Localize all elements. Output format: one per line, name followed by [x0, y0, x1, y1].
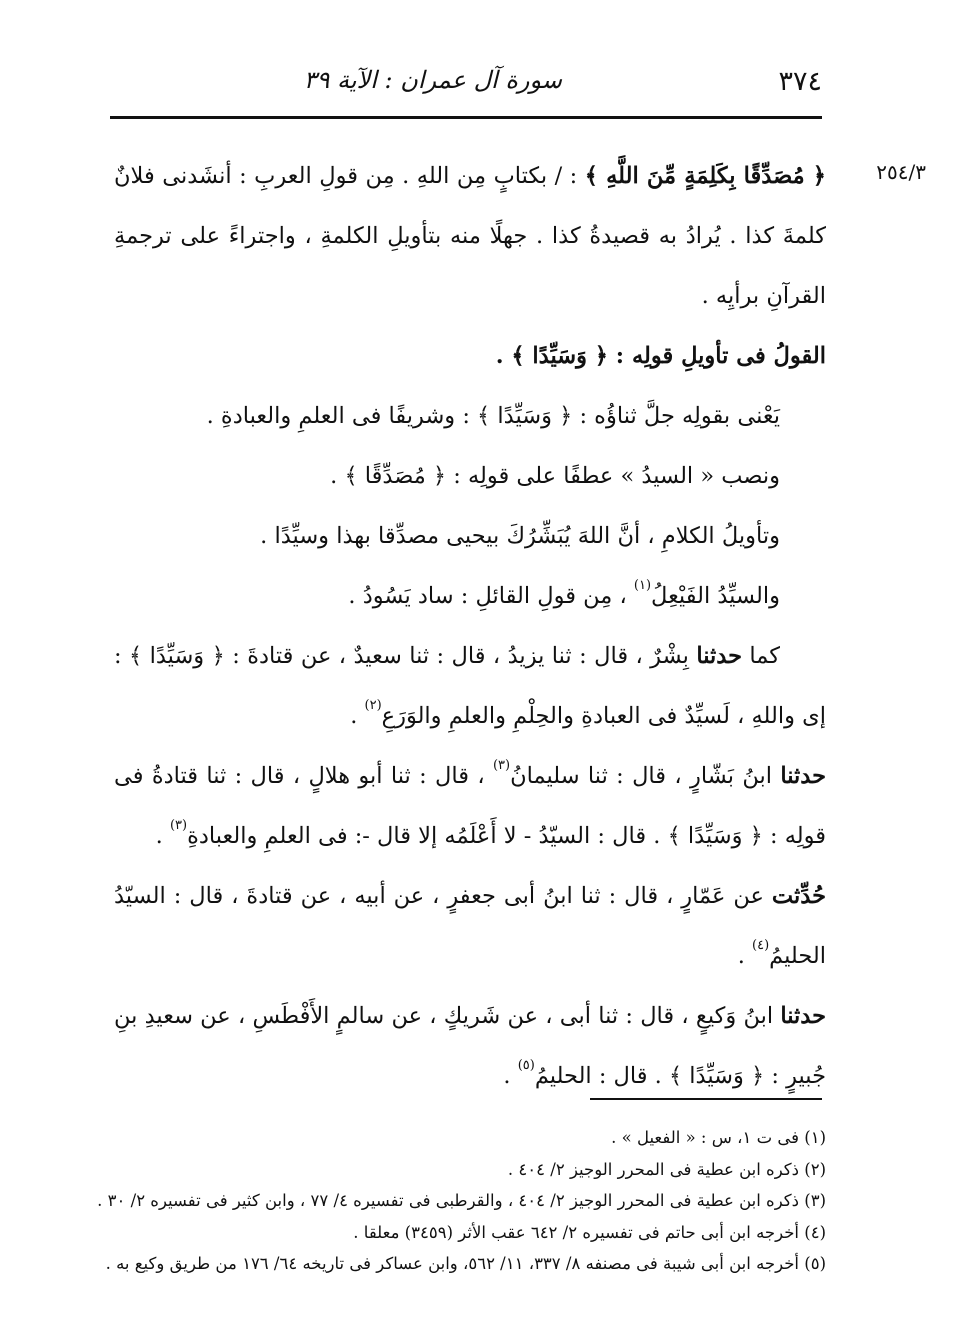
header-rule — [110, 116, 822, 119]
paragraph-8-text-b: . — [737, 943, 753, 969]
paragraph-5 — [114, 566, 826, 626]
page-header — [110, 58, 822, 108]
paragraph-6 — [114, 626, 826, 746]
footnote-marker: (٣) — [169, 817, 188, 833]
main-text — [114, 146, 826, 1106]
footnote-marker: (١) — [633, 577, 652, 593]
running-title: سورة آل عمران : الآية ٣٩ — [303, 66, 562, 94]
paragraph-9-text-a: ابنُ وَكيعٍ ، قال : ثنا أبى ، عن شَريكٍ ، عن سالمٍ الأَفْطَسِ ، عن سعيدِ بنِ جُبيرٍ : ﴿ وَسَيِّدًا ﴾ . قال : الحليمُ — [114, 1003, 826, 1089]
footnote-3: (٣) ذكره ابن عطية فى المحرر الوجيز ٢/ ٤٠٤ ، والقرطبى فى تفسيره ٤/ ٧٧ ، وابن كثير فى تفسيره ٢/ ٣٠ . — [97, 1191, 826, 1210]
footnote-marker: (٣) — [492, 757, 511, 773]
footnote-rule — [590, 1098, 822, 1100]
paragraph-8-text-a: عن عَمّارٍ ، قال : ثنا ابنُ أبى جعفرٍ ، عن أبيه ، عن قتادةَ ، قال : السيّدُ الحليمُ — [114, 883, 826, 969]
footnote-marker: (٥) — [517, 1057, 535, 1073]
paragraph-5-text-b: ، مِن قولِ القائلِ : ساد يَسُودُ . — [348, 583, 634, 609]
paragraph-6-text-c: . — [350, 703, 365, 729]
paragraph-7-text-b: ، قال : ثنا أبو هلالٍ ، قال : ثنا قتادةُ فى قولِه : ﴿ وَسَيِّدًا ﴾ . قال : السيّدُ - لا أَعْلَمُه إلا قال -: فى العلمِ والعبادةِ — [114, 763, 826, 849]
paragraph-6-text-b: بِشْرٌ ، قال : ثنا يزيدُ ، قال : ثنا سعيدٌ ، عن قتادةَ : ﴿ وَسَيِّدًا ﴾ : إى واللهِ ، لَسيِّدٌ فى العبادةِ والحِلْمِ والعلمِ والوَرَعِ — [114, 643, 826, 729]
margin-reference: ٢٥٤/٣ — [876, 160, 926, 184]
footnote-5: (٥) أخرجه ابن أبى شيبة فى مصنفه ٨/ ٣٣٧، ١١/ ٥٦٢، وابن عساكر فى تاريخه ٦٤/ ١٧٦ من طريق وكيع به . — [105, 1254, 826, 1273]
paragraph-9-text-b: . — [503, 1063, 518, 1089]
paragraph-1 — [114, 146, 826, 326]
paragraph-9 — [114, 986, 826, 1106]
paragraph-2: يَعْنى بقولِه جلَّ ثناؤُه : ﴿ وَسَيِّدًا ﴾ : وشريفًا فى العلمِ والعبادةِ . — [206, 403, 780, 429]
paragraph-3: ونصب « السيدُ » عطفًا على قولِه : ﴿ مُصَدِّقًا ﴾ . — [330, 463, 780, 489]
page-number: ٣٧٤ — [778, 66, 822, 97]
hadith-keyword: حدثنا — [780, 1003, 826, 1029]
footnote-1: (١) فى ت ١، س : « الفعيل » . — [611, 1128, 826, 1147]
paragraph-7-text-a: ابنُ بَشّارٍ ، قال : ثنا سليمانُ — [510, 763, 781, 789]
quran-quote: ﴿ مُصَدِّقًا بِكَلِمَةٍ مِّنَ اللَّهِ ﴾ — [584, 163, 826, 189]
paragraph-7 — [114, 746, 826, 866]
footnote-2: (٢) ذكره ابن عطية فى المحرر الوجيز ٢/ ٤٠٤ . — [507, 1159, 826, 1179]
paragraph-5-text-a: والسيِّدُ الفَيْعِلُ — [651, 583, 780, 609]
section-heading: القولُ فى تأويلِ قولِه : ﴿ وَسَيِّدًا ﴾ . — [495, 343, 826, 369]
hadith-keyword: حدثنا — [780, 763, 826, 789]
footnote-marker: (٤) — [752, 937, 770, 953]
paragraph-8 — [114, 866, 826, 986]
hadith-keyword: حدثنا — [696, 643, 742, 669]
paragraph-6-text-a: كما — [742, 643, 780, 669]
footnotes — [97, 1122, 826, 1280]
paragraph-1-text: : / بكتابٍ مِن اللهِ . مِن قولِ العربِ : أنشَدنى فلانٌ كلمةَ كذا . يُرادُ به قصيدةُ كذا . جهلًا منه بتأويلِ الكلمةِ ، واجتراءً على ترجمةِ القرآنِ برأيِه . — [114, 163, 826, 309]
hadith-keyword: حُدِّثت — [771, 883, 826, 909]
footnote-4: (٤) أخرجه ابن أبى حاتم فى تفسيره ٢/ ٦٤٢ عقب الأثر (٣٤٥٩) معلقا . — [353, 1222, 826, 1242]
footnote-marker: (٢) — [364, 697, 382, 713]
paragraph-4: وتأويلُ الكلامِ ، أنَّ اللهَ يُبَشِّرُكَ بيحيى مصدِّقا بهذا وسيِّدًا . — [260, 523, 780, 549]
paragraph-7-text-c: . — [155, 823, 170, 849]
